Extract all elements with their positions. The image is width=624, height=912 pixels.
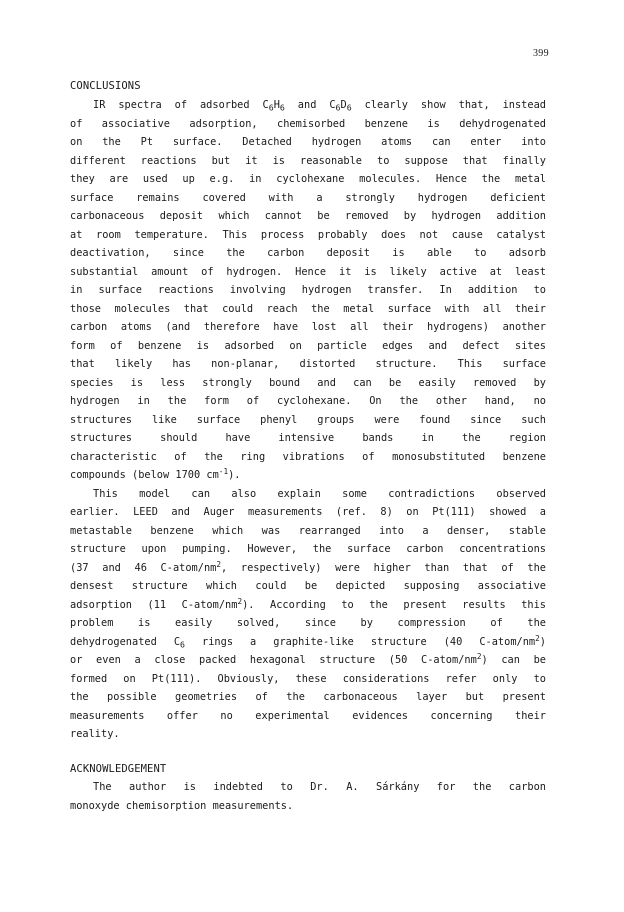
conclusions-line: carbonaceous deposit which cannot be removed by hydrogen addition bbox=[70, 210, 546, 222]
conclusions-line: densest structure which could be depicted supposing associative bbox=[70, 580, 546, 592]
conclusions-line: adsorption (11 $C-atom/nm^2$). According to the present results this bbox=[70, 596, 546, 611]
conclusions-line: carbon atoms (and therefore have lost all their hydrogens) another bbox=[70, 321, 546, 333]
conclusions-line: structures like surface phenyl groups were found since such bbox=[70, 413, 546, 426]
conclusions-line: dehydrogenated $C_6$ rings a graphite-like structure (40 $C-atom/nm^2$) bbox=[70, 633, 546, 649]
conclusions-line: compounds (below 1700 $cm^{-1}$). bbox=[70, 466, 241, 481]
conclusions-line: deactivation, since the carbon deposit is able to adsorb bbox=[70, 247, 546, 259]
conclusions-line: measurements offer no experimental evidences concerning their bbox=[70, 709, 546, 722]
conclusions-line: structure upon pumping. However, the surface carbon concentrations bbox=[70, 543, 546, 555]
conclusions-line: they are used up e.g. in cyclohexane molecules. Hence the metal bbox=[70, 173, 546, 185]
conclusions-line: metastable benzene which was rearranged into a denser, stable bbox=[70, 524, 546, 537]
conclusions-line: of associative adsorption, chemisorbed benzene is dehydrogenated bbox=[70, 117, 546, 130]
conclusions-line: IR spectra of adsorbed $C_6H_6$ and $C_6D_6$ clearly show that, instead bbox=[93, 99, 546, 113]
conclusions-line: at room temperature. This process probably does not cause catalyst bbox=[70, 228, 546, 241]
acknowledgement-body bbox=[70, 778, 546, 815]
conclusions-line: earlier. LEED and Auger measurements (ref. 8) on Pt(111) showed a bbox=[70, 506, 546, 518]
conclusions-line: formed on Pt(111). Obviously, these considerations refer only to bbox=[70, 672, 546, 685]
conclusions-line: substantial amount of hydrogen. Hence it is likely active at least bbox=[70, 265, 546, 278]
conclusions-line: those molecules that could reach the metal surface with all their bbox=[70, 302, 546, 315]
conclusions-line: different reactions but it is reasonable to suppose that finally bbox=[70, 154, 546, 167]
acknowledgement-line: The author is indebted to Dr. A. Sárkány for the carbon bbox=[93, 781, 546, 793]
conclusions-line: or even a close packed hexagonal structure (50 $C-atom/nm^2$) can be bbox=[70, 651, 546, 666]
acknowledgement-line: monoxyde chemisorption measurements. bbox=[70, 799, 294, 812]
conclusions-line: This model can also explain some contradictions observed bbox=[93, 487, 546, 500]
conclusions-body bbox=[70, 96, 546, 744]
conclusions-line: reality. bbox=[70, 728, 120, 740]
conclusions-line: characteristic of the ring vibrations of monosubstituted benzene bbox=[70, 450, 546, 463]
conclusions-line: species is less strongly bound and can be easily removed by bbox=[70, 376, 546, 389]
conclusions-line: (37 and 46 $C-atom/nm^2$, respectively) were higher than that of the bbox=[70, 559, 546, 574]
page-number: 399 bbox=[533, 48, 549, 59]
conclusions-line: surface remains covered with a strongly hydrogen deficient bbox=[70, 191, 546, 204]
conclusions-line: hydrogen in the form of cyclohexane. On the other hand, no bbox=[70, 395, 546, 407]
conclusions-line: the possible geometries of the carbonaceous layer but present bbox=[70, 691, 546, 703]
conclusions-line: problem is easily solved, since by compression of the bbox=[70, 617, 546, 629]
conclusions-line: on the Pt surface. Detached hydrogen atoms can enter into bbox=[70, 136, 546, 148]
conclusions-line: form of benzene is adsorbed on particle edges and defect sites bbox=[70, 339, 546, 352]
conclusions-line: that likely has non-planar, distorted structure. This surface bbox=[70, 358, 546, 370]
conclusions-line: structures should have intensive bands in the region bbox=[70, 432, 546, 444]
conclusions-heading: CONCLUSIONS bbox=[70, 80, 141, 92]
conclusions-line: in surface reactions involving hydrogen transfer. In addition to bbox=[70, 284, 546, 296]
acknowledgement-heading: ACKNOWLEDGEMENT bbox=[70, 763, 167, 775]
